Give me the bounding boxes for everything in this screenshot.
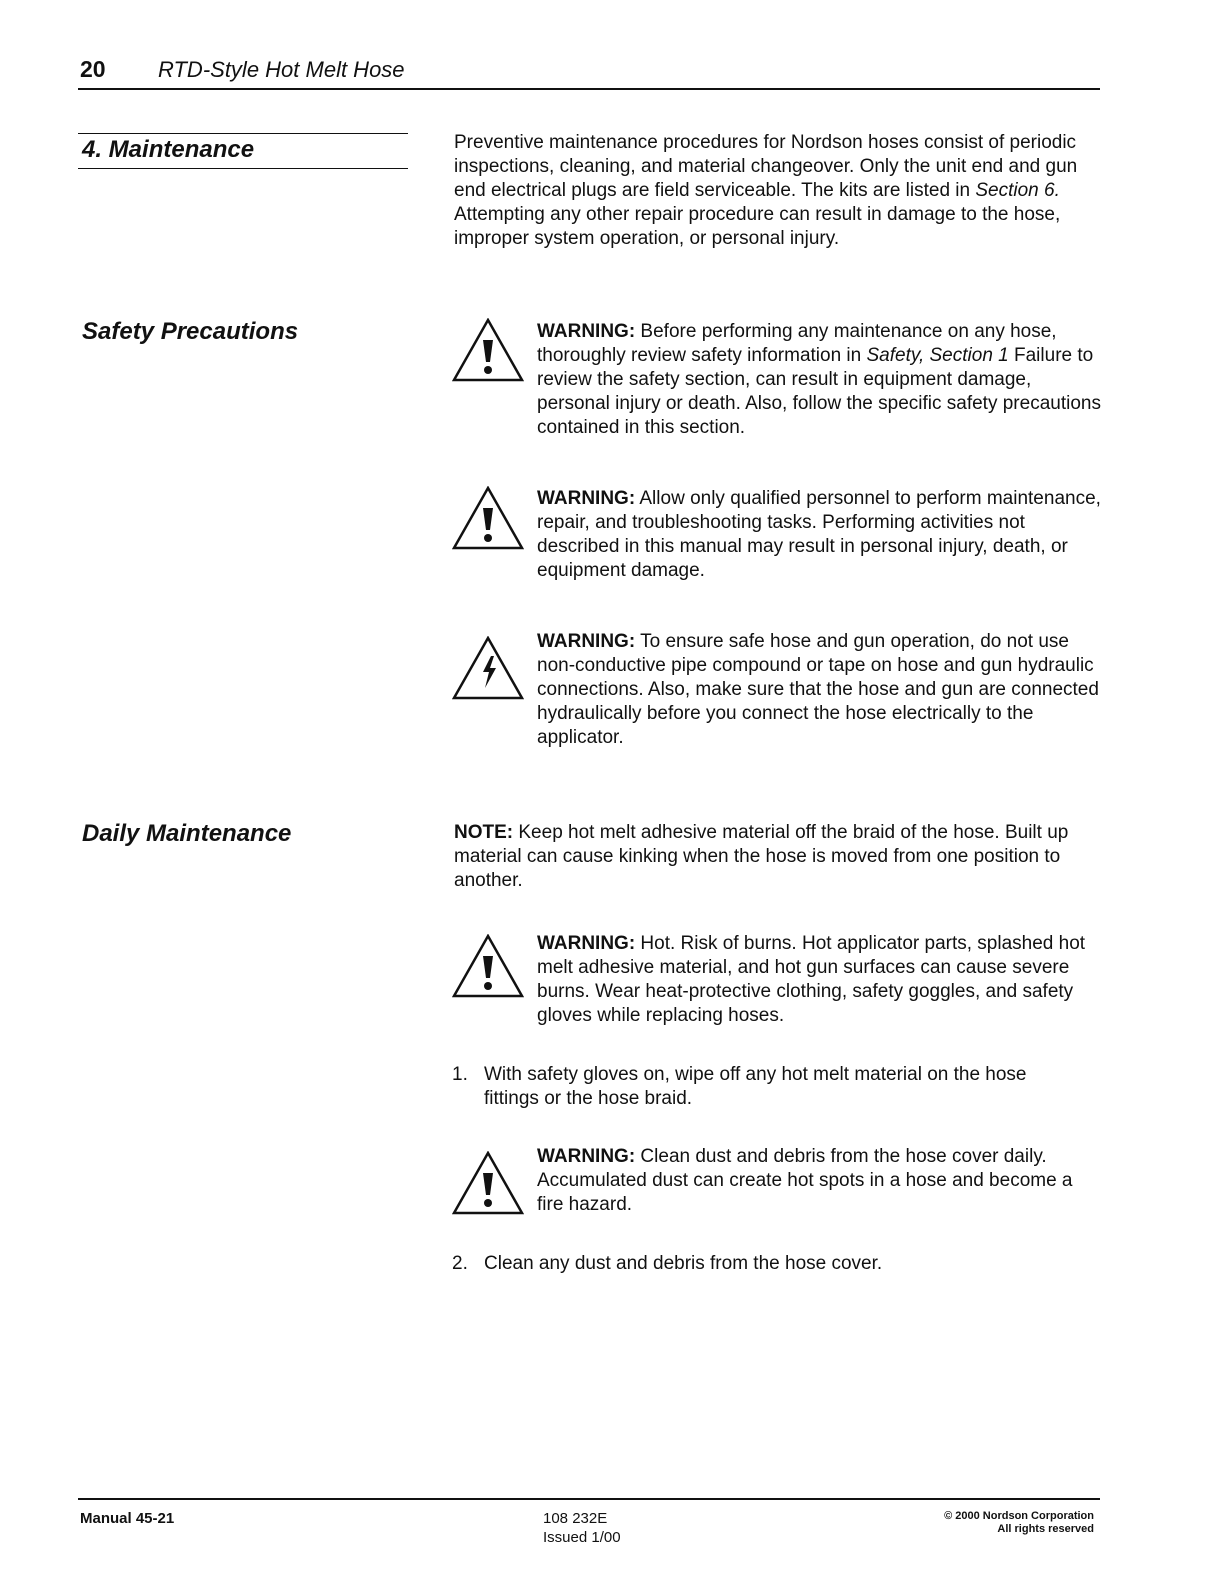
step-2: 2. Clean any dust and debris from the hose cover. xyxy=(452,1253,883,1274)
exclamation-warning-icon xyxy=(452,318,524,382)
copyright-block xyxy=(944,1510,1094,1536)
exclamation-warning-icon xyxy=(452,934,524,998)
daily-maintenance-heading: Daily Maintenance xyxy=(82,820,292,847)
issue-date: Issued 1/00 xyxy=(543,1529,621,1546)
exclamation-warning-icon xyxy=(452,1151,524,1215)
intro-paragraph: Preventive maintenance procedures for Nordson hoses consist of periodic inspections, cleaning, and material changeover. Only the unit end and gun end electrical plugs are field serviceable. The kits are listed in Section 6. Attempting any other repair procedure can result in damage to the hose, improper system operation, or personal injury. xyxy=(454,132,1078,249)
footer-rule xyxy=(78,1498,1100,1500)
warning-qualified-personnel: WARNING: Allow only qualified personnel to perform maintenance, repair, and troubleshooting tasks. Performing activities not described in this manual may result in personal injury, death, or equipment damage. xyxy=(537,488,1101,581)
header-rule xyxy=(78,88,1100,90)
warning-dust-debris: WARNING: Clean dust and debris from the hose cover daily. Accumulated dust can create hot spots in a hose and become a fire hazard. xyxy=(537,1146,1073,1215)
warning-review-safety: WARNING: Before performing any maintenance on any hose, thoroughly review safety information in Safety, Section 1 Failure to review the safety section, can result in equipment damage, personal injury or death. Also, follow the specific safety precautions contained in this section. xyxy=(537,321,1101,438)
electrical-hazard-icon xyxy=(452,636,524,700)
running-title: RTD-Style Hot Melt Hose xyxy=(158,57,405,82)
copyright: © 2000 Nordson Corporation xyxy=(944,1510,1094,1522)
part-number-block xyxy=(543,1509,621,1547)
page-number: 20 xyxy=(80,56,106,82)
step-1: 1. With safety gloves on, wipe off any hot melt material on the hose fittings or the hose braid. xyxy=(452,1064,1027,1109)
exclamation-warning-icon xyxy=(452,486,524,550)
manual-number: Manual 45-21 xyxy=(80,1510,175,1527)
warning-hot-burns: WARNING: Hot. Risk of burns. Hot applicator parts, splashed hot melt adhesive material, and hot gun surfaces can cause severe burns. Wear heat-protective clothing, safety goggles, and safety gloves while replacing hoses. xyxy=(537,933,1086,1026)
safety-precautions-heading: Safety Precautions xyxy=(82,318,299,345)
part-number: 108 232E xyxy=(543,1510,608,1527)
warning-conductive-connections: WARNING: To ensure safe hose and gun operation, do not use non-conductive pipe compound or tape on hose and gun hydraulic connections. Also, make sure that the hose and gun are connected hydraulically before you connect the hose electrically to the applicator. xyxy=(537,631,1099,748)
rights: All rights reserved xyxy=(997,1523,1094,1535)
note-paragraph: NOTE: Keep hot melt adhesive material off the braid of the hose. Built up material can cause kinking when the hose is moved from one position to another. xyxy=(454,822,1069,891)
section-title: 4. Maintenance xyxy=(82,136,255,163)
